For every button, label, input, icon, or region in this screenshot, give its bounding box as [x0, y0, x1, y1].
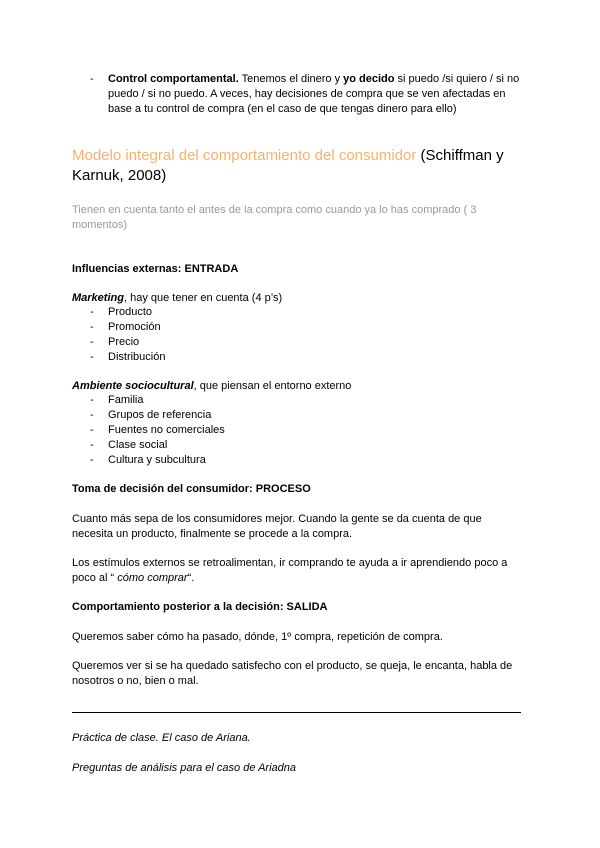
- bullet-dash: -: [90, 306, 94, 318]
- practice-title: Práctica de clase. El caso de Ariana.: [72, 732, 251, 744]
- marketing-line: [72, 291, 282, 306]
- process-paragraph-1-line-2: necesita un producto, finalmente se procede a la compra.: [72, 528, 353, 540]
- list-item: Promoción: [108, 321, 161, 333]
- output-paragraph-2-line-2: nosotros o no, bien o mal.: [72, 675, 199, 687]
- marketing-rest: , hay que tener en cuenta (4 p’s): [123, 292, 283, 304]
- section-heading-line-1: [72, 145, 542, 167]
- intro-grey-line-2: momentos): [72, 219, 128, 231]
- list-item: Cultura y subcultura: [108, 454, 206, 466]
- output-paragraph-2-line-1: Queremos ver si se ha quedado satisfecho con el producto, se queja, le encanta, habla de: [72, 660, 513, 672]
- bullet-text: si puedo /si quiero / si no: [394, 73, 520, 85]
- bullet-dash: -: [90, 73, 94, 85]
- list-item: Fuentes no comerciales: [108, 424, 225, 436]
- process-paragraph-2-line-2: [72, 571, 194, 586]
- list-item: Familia: [108, 394, 144, 406]
- control-comportamental-line-3: base a tu control de compra (en el caso de que tengas dinero para ello): [108, 103, 457, 115]
- bullet-dash: -: [90, 336, 94, 348]
- control-comportamental-line-1: [108, 72, 548, 87]
- list-item: Producto: [108, 306, 153, 318]
- process-paragraph-1-line-1: Cuanto más sepa de los consumidores mejor. Cuando la gente se da cuenta de que: [72, 513, 482, 525]
- bullet-dash: -: [90, 409, 94, 421]
- list-item: Clase social: [108, 439, 168, 451]
- yo-decido-bold: yo decido: [343, 73, 395, 85]
- sociocultural-line: [72, 379, 351, 394]
- output-paragraph-1: Queremos saber cómo ha pasado, dónde, 1º compra, repetición de compra.: [72, 631, 443, 643]
- process-text: poco al “: [72, 572, 118, 584]
- list-item: Distribución: [108, 351, 166, 363]
- section-heading-line-2: Karnuk, 2008): [72, 167, 167, 184]
- process-paragraph-2-line-1: Los estímulos externos se retroalimentan, ir comprando te ayuda a ir aprendiendo poco a: [72, 557, 508, 569]
- bullet-text: Tenemos el dinero y: [238, 73, 344, 85]
- output-heading: Comportamiento posterior a la decisión: SALIDA: [72, 601, 328, 613]
- section-heading-title: Modelo integral del comportamiento del consumidor: [72, 147, 417, 164]
- list-item: Grupos de referencia: [108, 409, 212, 421]
- intro-grey-line-1: Tienen en cuenta tanto el antes de la compra como cuando ya lo has comprado ( 3: [72, 204, 477, 216]
- horizontal-separator: [72, 712, 521, 713]
- bullet-dash: -: [90, 439, 94, 451]
- como-comprar-italic: cómo comprar: [117, 572, 188, 584]
- process-heading: Toma de decisión del consumidor: PROCESO: [72, 483, 311, 495]
- bullet-dash: -: [90, 321, 94, 333]
- section-heading-citation: (Schiffman y: [416, 147, 504, 164]
- marketing-label: Marketing: [72, 292, 124, 304]
- control-comportamental-line-2: puedo / si no puedo. A veces, hay decisiones de compra que se ven afectadas en: [108, 88, 506, 100]
- inputs-heading: Influencias externas: ENTRADA: [72, 263, 239, 275]
- list-item: Precio: [108, 336, 140, 348]
- control-comportamental-label: Control comportamental.: [108, 73, 239, 85]
- analysis-questions-title: Preguntas de análisis para el caso de Ariadna: [72, 762, 297, 774]
- bullet-dash: -: [90, 394, 94, 406]
- process-text: “.: [187, 572, 195, 584]
- bullet-dash: -: [90, 424, 94, 436]
- bullet-dash: -: [90, 454, 94, 466]
- bullet-dash: -: [90, 351, 94, 363]
- sociocultural-label: Ambiente sociocultural: [72, 380, 194, 392]
- sociocultural-rest: , que piensan el entorno externo: [193, 380, 352, 392]
